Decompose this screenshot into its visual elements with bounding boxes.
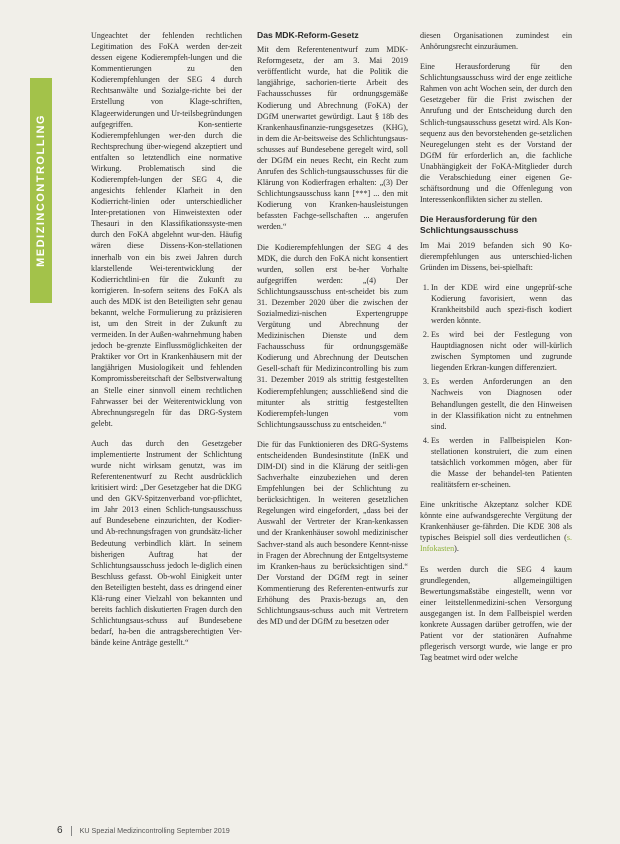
column-1 [91,30,242,804]
infobox-reference: s. Infokasten [420,533,572,554]
section-tab-label: MEDIZINCONTROLLING [35,114,47,267]
section-heading-schlichtungsausschuss: Die Herausforderung für den Schlichtungsausschuss [420,214,537,236]
list-item: 1. In der KDE wird eine ungeprüf-sche Kodierung favorisiert, wenn das Krankheitsbild auch spezi-fisch kodiert werden könnte. [431,282,572,326]
col3-paragraph-4-text: Eine unkritische Akzeptanz solcher KDE könnte eine aufwandsgerechte Vergütung der Krankenhäuser ge-fährden. Die KDE 308 als typisches Beispiel soll dies verdeutlichen ( [420,500,572,543]
list-item: 4. Es werden in Fallbeispielen Kon-stellationen konstruiert, die zum einen tatsächlich vorkommen mögen, aber für die Masse der behandel-ten Patienten realitätsfern er-scheinen. [431,435,572,490]
col2-paragraph-1: Mit dem Referentenentwurf zum MDK-Reformgesetz, der am 3. Mai 2019 veröffentlicht wurde, hat die Politik die langjährige, sachorien-tierte Arbeit des Fachausschusses für ordnungsgemäße Kodierung und Abrechnung (FoKA) der DGfM unerwartet gewürdigt. Laut § 18b des Krankenhausfinanzie-rungsgesetzes (KHG), in dem die Ar-beitsweise des Schlichtungsaus-schusses auf Bundesebene geregelt wird, soll der DGfM ein neues Recht, ein Recht zum Anrufen des Schlich-tungsausschusses für die Klärung von Kodierfragen erhalten: „(3) Der Schlichtungsausschuss kann [***] ... den mit Kodierung von Kranken-hausleistungen befassten Fachge-sellschaften ... angerufen werden.“ [257,45,408,232]
page-number: 6 [57,825,63,836]
column-2 [257,30,408,804]
col2-paragraph-3: Die für das Funktionieren des DRG-Systems entscheidenden Bundesinstitute (InEK und DIM-DI) sind in die Klärung der seitli-gen Sachverhalte einzubeziehen und deren Empfehlungen bei der Schlichtung zu berücksichtigen. In weiteren gesetzlichen Regelungen wird eingefordert, „dass bei der Auswahl der Vertreter der Kran-kenkassen und der Krankenhäuser sowohl medizinischer Sachver-stand als auch besondere Kennt-nisse in Fragen der Abrechnung der Entgeltsysteme im Kranken-haus zu berücksichtigen sind.“ Der Vorstand der DGfM regt in seiner Kommentierung des Referenten-entwurfs zur Erhöhung des Praxis-bezugs an, den Schlichtungsaus-schuss auch mit Vertretern des MD und der DGfM zu besetzen oder [257,439,408,627]
col3-paragraph-4-end: ). [454,544,459,554]
col2-paragraph-2: Die Kodierempfehlungen der SEG 4 des MDK, die durch den FoKA nicht konsentiert wurden, sollen erst be-her Vorhalte aufgegriffen werden: „(4) Der Schlichtungsausschuss ent-scheidet bis zum 31. Dezember 2020 über die zwischen der Sozialmedizi-nischen Expertengruppe Vergütung und Abrechnung der Medizinischen Dienste und dem Fachausschuss für ordnungsgemäße Kodierung und Abrechnung der Deutschen Gesell-schaft für Medizincontrolling bis zum 31. Dezember 2019 als strittig festgestellten Kodierempfehlungen; ausschließend sind die mitunter als strittig festgestellten Kodierempfeh-lungen vom Schlichtungsausschuss zu entscheiden.“ [257,242,408,429]
section-heading-mdk-reform: Das MDK-Reform-Gesetz [257,30,359,40]
section-tab [30,78,52,303]
col3-paragraph-5: Es werden durch die SEG 4 kaum grundlegenden, allgemeingültigen Bewertungsmaßstäbe eingestellt, wenn vor einer leitstellenmedizini-schen Versorgung ausgegangen ist. In dem Fallbeispiel werden konkrete Aussagen darüber getroffen, wie der Patient vor der stationären Aufnahme pflegerisch versorgt wurde, wie lange er pro Tag beatmet wird oder welche [420,564,572,663]
col3-paragraph-3: Im Mai 2019 befanden sich 90 Ko-dierempfehlungen aus unterschied-lichen Gründen im Dissens, bei-spielhaft: [420,240,572,272]
col3-paragraph-4 [420,499,572,554]
dissens-list [420,282,572,490]
col3-paragraph-2: Eine Herausforderung für den Schlichtungsausschuss wird der enge zeitliche Rahmen von acht Wochen sein, der durch den Gesetzgeber für die Frist zwischen der Anrufung und der Entscheidung durch den Schlich-tungsausschuss gesetzt wird. Als Kon-sequenz aus den bevorstehenden ge-setzlichen Neuregelungen steht es der Vorstand der DGfM für erforderlich an, die fachliche Unabhängigkeit der FoKA-Mitglieder durch die Verabschiedung einer eigenen Ge-schäftsordnung und die Offenlegung von Interessenkonflikten sicher zu stellen. [420,62,572,205]
col1-paragraph-1: Ungeachtet der fehlenden rechtlichen Legitimation des FoKA werden der-zeit dessen eigene Kodierempfeh-lungen und die Kommentierungen zu den Kodierempfehlungen der SEG 4 durch Rechtsanwälte und Sozialge-richte bei der Erstellung von Klage-schriften, Klageerwiderungen und Ur-teilsbegründungen aufgegriffen. Kon-sentierte Kodierempfehlungen wer-den durch die Rechtsprechung über-wiegend akzeptiert und entfalten so letztendlich eine normative Wirkung. Problematisch sind die Kodierempfeh-lungen der SEG 4, die angesichts fehlender Klarheit in den Kodierricht-linien oder unterschiedlicher Inter-pretationen von Hinweistexten oder Thesauri in den Klassifikationssyste-men durch den FoKA abgelehnt wur-den. Häufig wären diese Dissens-Kon-stellationen innerhalb von ein bis zwei Jahren durch klarstellende Wei-terentwicklung der Kodierrichtlini-en für die Zukunft zu korrigieren. In-sofern seitens des FoKA als auch des MDK ist den Beteiligten sehr genau bekannt, welche Formulierung zu präzisieren ist, um den Streit in der Zukunft zu vermeiden. In der Außen-wahrnehmung haben jedoch be-grenzte Einflussmöglichkeiten der Praktiker vor Ort in Krankenhäusern mit der langjährigen Musiologikeit und fehlenden Kompromissbereitschaft der Selbstverwaltung an Stelle einer sinnvoll einem rechtlichen Fahrwasser bei der Weiterentwicklung von Abrechnungsregeln für das DRG-System gelebt. [91,31,242,428]
page-footer [57,825,577,836]
col1-paragraph-2: Auch das durch den Gesetzgeber implementierte Instrument der Schlichtung wurde nicht wirksam genutzt, was im Referentenentwurf zu Recht ausdrücklich kritisiert wird: „Der Gesetzgeber hat die DKG und den GKV-Spitzenverband vor-pflichtet, im Jahr 2013 einen Schlich-tungsausschuss auf Bundesebene einzurichten, der Kodier- und Ab-rechnungsfragen von grundsätz-licher Bedeutung verbindlich klärt. In seinem bisherigen Auftrag hat der Schlichtungsausschuss jedoch le-diglich einen Beschluss gefasst. Ob-wohl Einigkeit unter den Beteiligten besteht, dass es dringend einer Klä-rung einer Vielzahl von bekannten und bereits fachlich diskutierten Fragen durch den Schlichtungsaus-schuss auf Bundesebene bedarf, ha-ben die antragsberechtigten Ver-bände keine Anträge gestellt.“ [91,438,242,648]
column-3 [420,30,572,804]
list-item: 3. Es werden Anforderungen an den Nachweis von Diagnosen oder Behandlungen gestellt, die den Hinweisen in der Klassifikation nicht zu entnehmen sind. [431,376,572,431]
col3-paragraph-1: diesen Organisationen zumindest ein Anhörungsrecht einzuräumen. [420,31,572,52]
footer-divider [71,826,72,836]
list-item: 2. Es wird bei der Festlegung von Hauptdiagnosen nicht oder will-kürlich zwischen Symptomen und zugrunde liegenden Erkran-kungen differenziert. [431,329,572,373]
publication-name: KU Spezial Medizincontrolling September 2019 [79,826,230,835]
